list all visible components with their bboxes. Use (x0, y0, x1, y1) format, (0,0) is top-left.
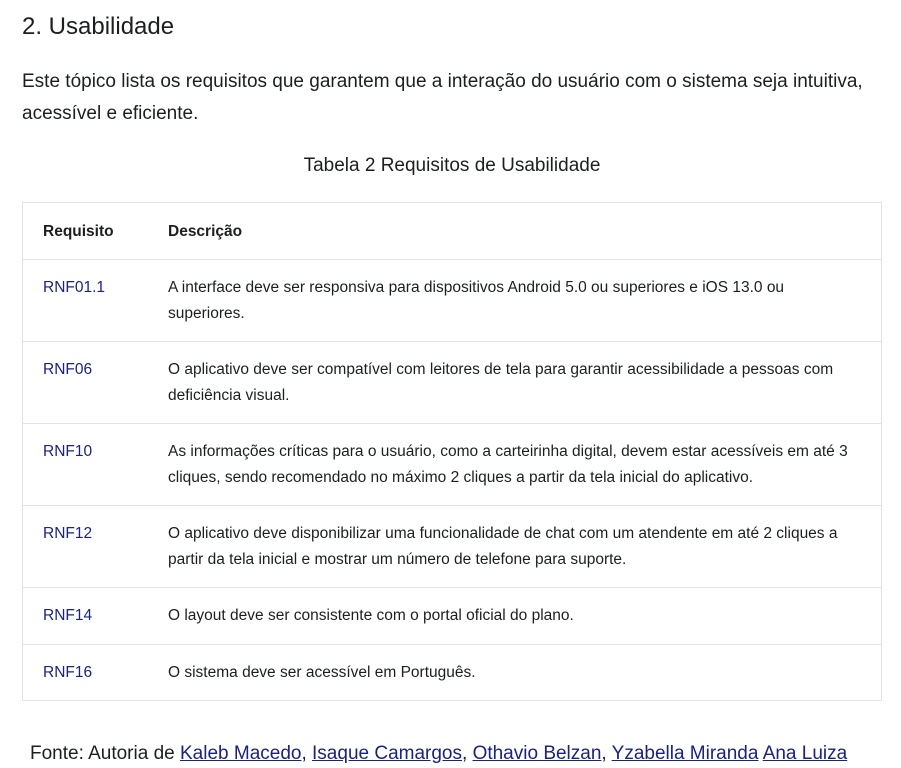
table-row (23, 424, 882, 506)
author-link[interactable]: Ana Luiza (762, 743, 848, 764)
author-link[interactable]: Yzabella Miranda (611, 743, 759, 764)
requirement-description: O aplicativo deve ser compatível com leitores de tela para garantir acessibilidade a pessoas com deficiência visual. (168, 342, 882, 424)
section-intro: Este tópico lista os requisitos que garantem que a interação do usuário com o sistema seja intuitiva, acessível e eficiente. (22, 71, 863, 124)
requirement-id: RNF01.1 (23, 260, 169, 342)
section-title: 2. Usabilidade (22, 13, 175, 40)
table-row (23, 260, 882, 342)
table-source: Fonte: Autoria de Kaleb Macedo, Isaque Camargos, Othavio Belzan, Yzabella Miranda Ana Luiza (30, 743, 848, 764)
requirement-description: A interface deve ser responsiva para dispositivos Android 5.0 ou superiores e iOS 13.0 ou superiores. (168, 260, 882, 342)
header-description: Descrição (168, 203, 882, 260)
requirement-id: RNF16 (23, 644, 169, 701)
requirement-id: RNF12 (23, 506, 169, 588)
author-link[interactable]: Othavio Belzan (472, 743, 602, 764)
table-header-row (23, 203, 882, 260)
table-row (23, 588, 882, 645)
header-requirement: Requisito (23, 203, 169, 260)
requirement-id: RNF14 (23, 588, 169, 645)
requirement-description: As informações críticas para o usuário, como a carteirinha digital, devem estar acessíveis em até 3 cliques, sendo recomendado no máximo 2 cliques a partir da tela inicial do aplicativo. (168, 424, 882, 506)
table-row (23, 342, 882, 424)
table-row (23, 644, 882, 701)
author-link[interactable]: Isaque Camargos (312, 743, 462, 764)
requirement-description: O layout deve ser consistente com o portal oficial do plano. (168, 588, 882, 645)
requirement-description: O sistema deve ser acessível em Português. (168, 644, 882, 701)
requirement-description: O aplicativo deve disponibilizar uma funcionalidade de chat com um atendente em até 2 cliques a partir da tela inicial e mostrar um número de telefone para suporte. (168, 506, 882, 588)
requirement-id: RNF10 (23, 424, 169, 506)
author-link[interactable]: Kaleb Macedo (180, 743, 302, 764)
table-row (23, 506, 882, 588)
table-caption: Tabela 2 Requisitos de Usabilidade (303, 155, 601, 176)
requirement-id: RNF06 (23, 342, 169, 424)
source-prefix: Fonte: Autoria de (30, 743, 180, 764)
requirements-table (22, 202, 882, 701)
